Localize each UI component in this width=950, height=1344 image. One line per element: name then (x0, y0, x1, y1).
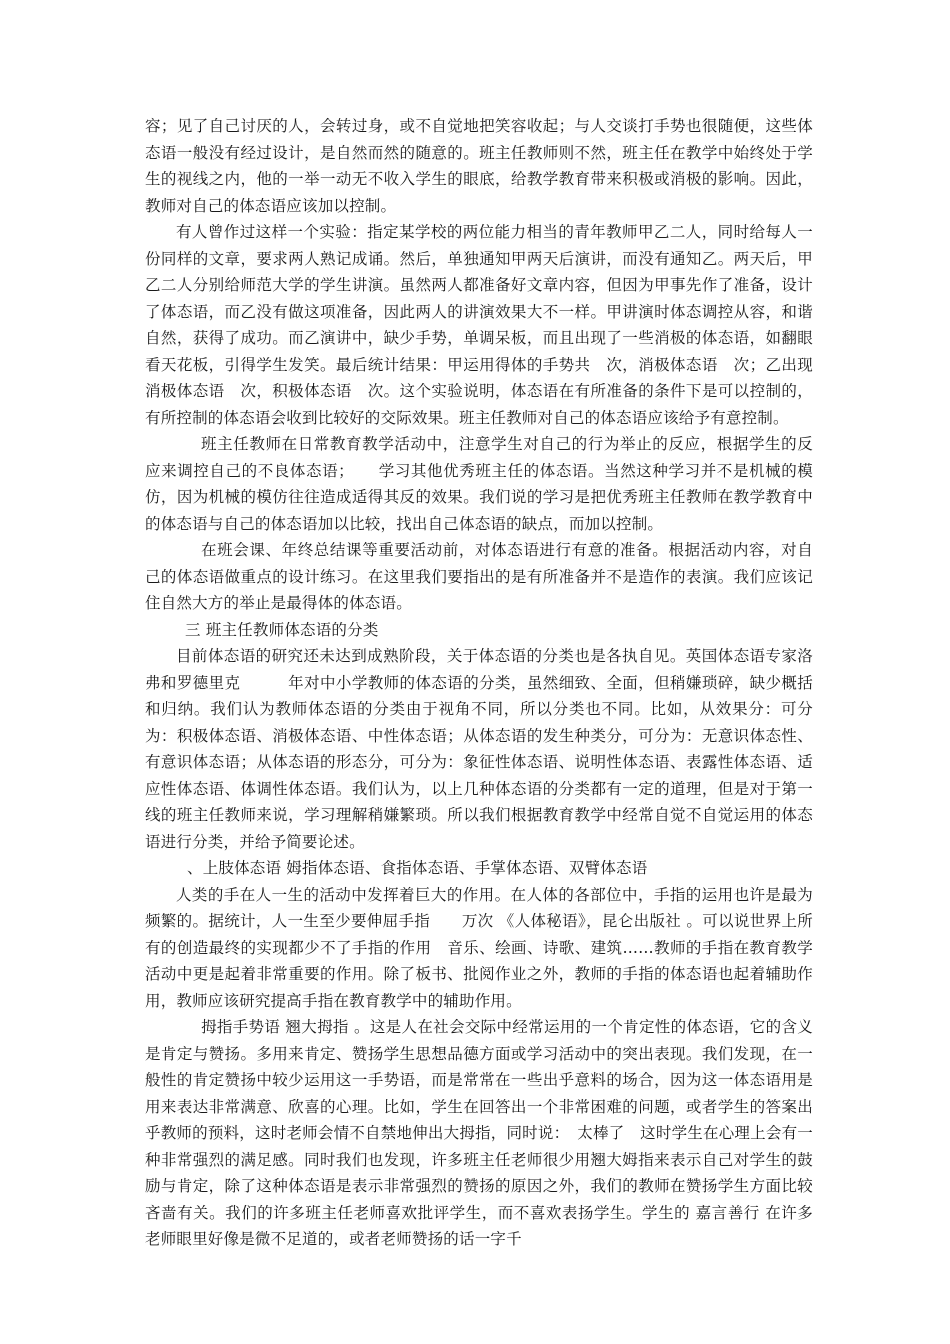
section-heading: 三 班主任教师体态语的分类 (185, 620, 379, 639)
paragraph-2: 有人曾作过这样一个实验：指定某学校的两位能力相当的青年教师甲乙二人，同时给每人一份同样的文章，要求两人熟记成诵。然后，单独通知甲两天后演讲，而没有通知乙。两天后，甲乙二人分别给师范大学的学生讲演。虽然两人都准备好文章内容，但因为甲事先作了准备，设计了体态语，而乙没有做这项准备，因此两人的讲演效果大不一样。甲讲演时体态调控从容，和谐自然，获得了成功。而乙演讲中，缺少手势，单调呆板，而且出现了一些消极的体态语，如翻眼看天花板，引得学生发笑。最后统计结果：甲运用得体的手势共 次，消极体态语 次；乙出现消极体态语 次，积极体态语 次。这个实验说明，体态语在有所准备的条件下是可以控制的，有所控制的体态语会收到比较好的交际效果。班主任教师对自己的体态语应该给予有意控制。 (145, 223, 813, 427)
paragraph-6: 人类的手在人一生的活动中发挥着巨大的作用。在人体的各部位中，手指的运用也许是最为频繁的。据统计，人一生至少要伸屈手指 万次 《人体秘语》，昆仑出版社 。可以说世界上所有的创造最终的实现都少不了手指的作用 音乐、绘画、诗歌、建筑……教师的手指在教育教学活动中更是起着非常重要的作用。除了板书、批阅作业之外，教师的手指的体态语也起着辅助作用，教师应该研究提高手指在教育教学中的辅助作用。 (145, 885, 813, 1010)
document-body (145, 113, 813, 1253)
subsection-heading: 、上肢体态语 姆指体态语、食指体态语、手掌体态语、双臂体态语 (187, 859, 648, 877)
paragraph-7: 拇指手势语 翘大拇指 。这是人在社会交际中经常运用的一个肯定性的体态语，它的含义是肯定与赞扬。多用来肯定、赞扬学生思想品德方面或学习活动中的突出表现。我们发现，在一般性的肯定赞扬中较少运用这一手势语，而是常常在一些出乎意料的场合，因为这一体态语用是用来表达非常满意、欣喜的心理。比如，学生在回答出一个非常困难的问题，或者学生的答案出乎教师的预料，这时老师会情不自禁地伸出大拇指，同时说： 太棒了 这时学生在心理上会有一种非常强烈的满足感。同时我们也发现，许多班主任老师很少用翘大姆指来表示自己对学生的鼓励与肯定，除了这种体态语是表示非常强烈的赞扬的原因之外，我们的教师在赞扬学生方面比较吝啬有关。我们的许多班主任老师喜欢批评学生，而不喜欢表扬学生。学生的 嘉言善行 在许多老师眼里好像是微不足道的，或者老师赞扬的话一字千 (145, 1018, 813, 1248)
paragraph-4: 在班会课、年终总结课等重要活动前，对体态语进行有意的准备。根据活动内容，对自己的体态语做重点的设计练习。在这里我们要指出的是有所准备并不是造作的表演。我们应该记住自然大方的举止是最得体的体态语。 (145, 541, 813, 612)
paragraph-3: 班主任教师在日常教育教学活动中，注意学生对自己的行为举止的反应，根据学生的反应来调控自己的不良体态语； 学习其他优秀班主任的体态语。当然这种学习并不是机械的模仿，因为机械的模仿往往造成适得其反的效果。我们说的学习是把优秀班主任教师在教学教育中的体态语与自己的体态语加以比较，找出自己体态语的缺点，而加以控制。 (145, 435, 813, 533)
paragraph-5: 目前体态语的研究还未达到成熟阶段，关于体态语的分类也是各执自见。英国体态语专家洛弗和罗德里克 年对中小学教师的体态语的分类，虽然细致、全面，但稍嫌琐碎，缺少概括和归纳。我们认为教师体态语的分类由于视角不同，所以分类也不同。比如，从效果分：可分为：积极体态语、消极体态语、中性体态语；从体态语的发生种类分，可分为：无意识体态性、有意识体态语；从体态语的形态分，可分为：象征性体态语、说明性体态语、表露性体态语、适应性体态语、体调性体态语。我们认为，以上几种体态语的分类都有一定的道理，但是对于第一线的班主任教师来说，学习理解稍嫌繁琐。所以我们根据教育教学中经常自觉不自觉运用的体态语进行分类，并给予简要论述。 (145, 647, 813, 851)
paragraph-1: 容；见了自己讨厌的人，会转过身，或不自觉地把笑容收起；与人交谈打手势也很随便，这些体态语一般没有经过设计，是自然而然的随意的。班主任教师则不然，班主任在教学中始终处于学生的视线之内，他的一举一动无不收入学生的眼底，给教学教育带来积极或消极的影响。因此，教师对自己的体态语应该加以控制。 (145, 117, 813, 215)
